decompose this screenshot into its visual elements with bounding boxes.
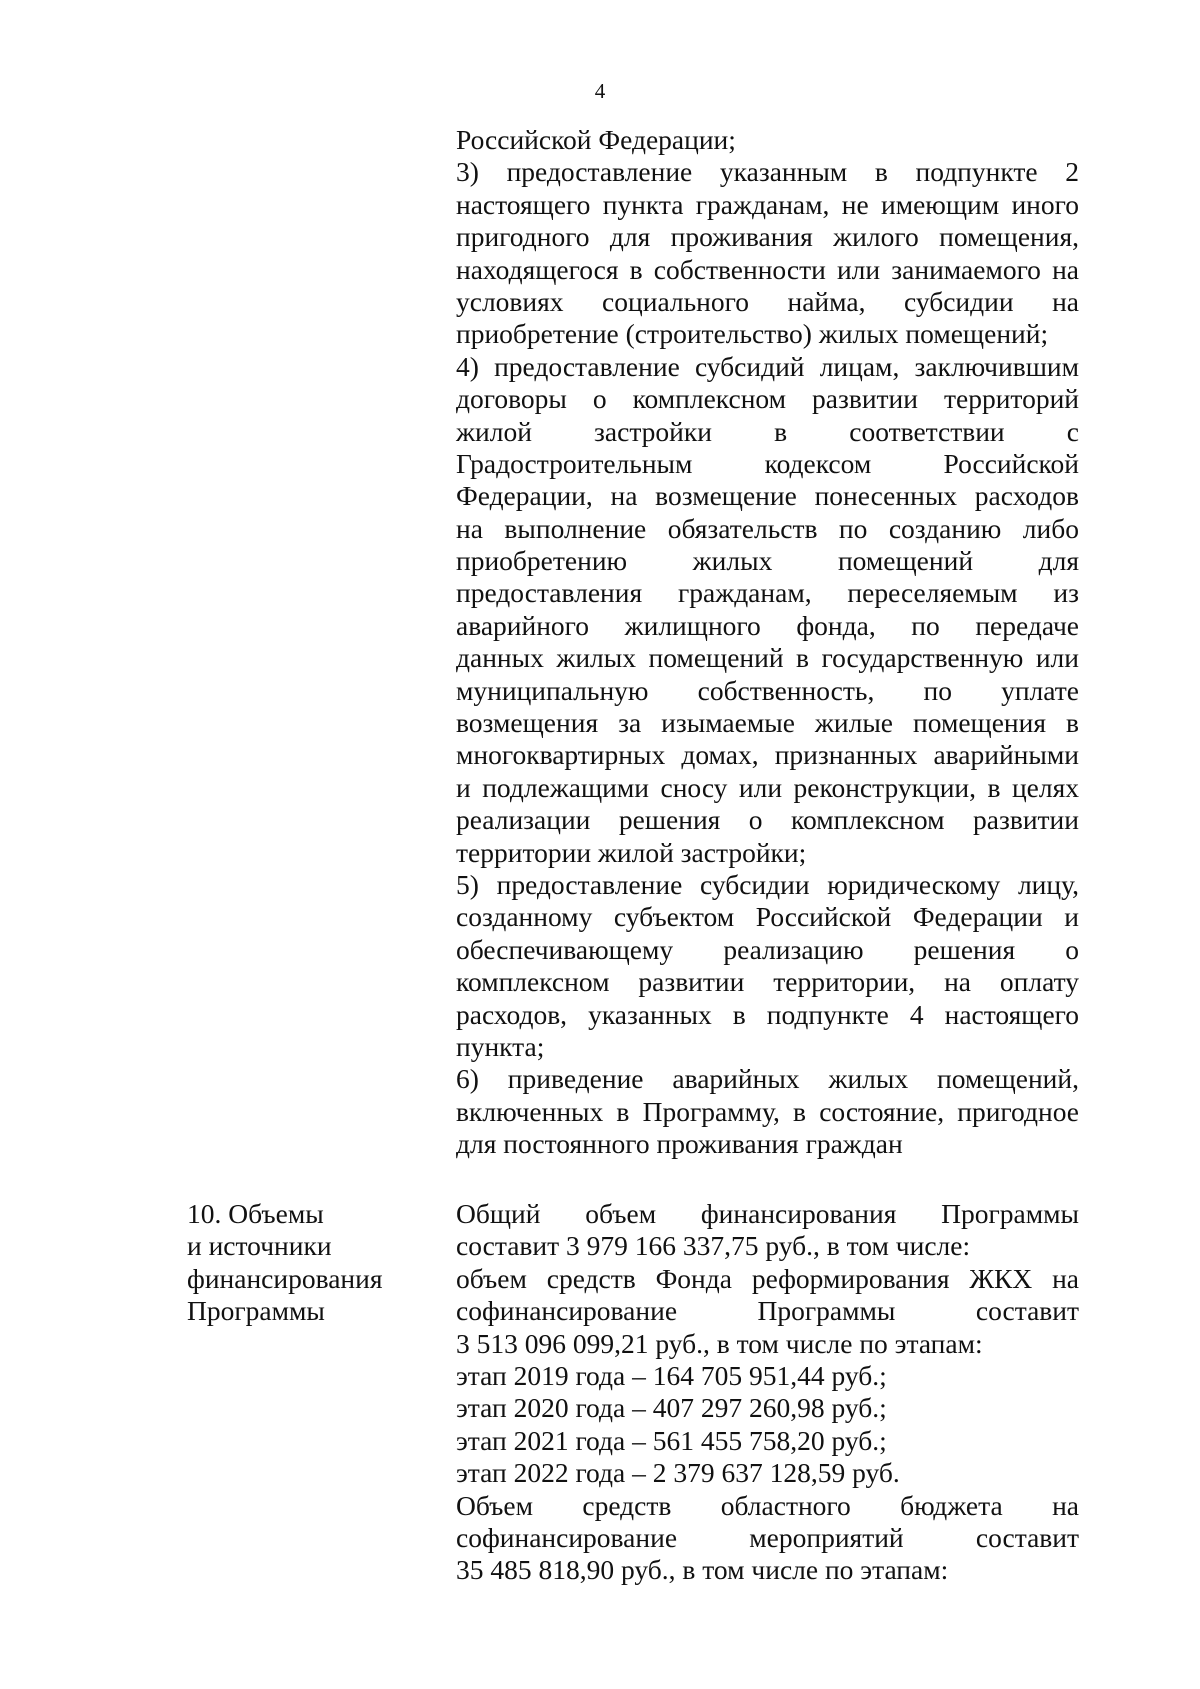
text-line: жилой застройки в соответствии с	[456, 415, 1079, 447]
text-line: 6) приведение аварийных жилых помещений,	[456, 1063, 1079, 1095]
financing-text-line: этап 2022 года – 2 379 637 128,59 руб.	[456, 1457, 900, 1489]
text-line: находящегося в собственности или занимаемого на	[456, 253, 1079, 285]
text-line: настоящего пункта гражданам, не имеющим иного	[456, 188, 1079, 220]
text-line: данных жилых помещений в государственную или	[456, 642, 1079, 674]
text-line: приобретение (строительство) жилых помещений;	[456, 318, 1049, 350]
text-line: приобретению жилых помещений для	[456, 545, 1079, 577]
section-10-label	[187, 1198, 427, 1328]
text-line: договоры о комплексном развитии территорий	[456, 383, 1079, 415]
financing-text-line: Объем средств областного бюджета на	[456, 1489, 1079, 1521]
text-line: Российской Федерации;	[456, 124, 736, 155]
financing-text-line: составит 3 979 166 337,75 руб., в том числе:	[456, 1230, 971, 1262]
text-line: созданному субъектом Российской Федерации и	[456, 901, 1079, 933]
financing-text-line: 35 485 818,90 руб., в том числе по этапам:	[456, 1554, 949, 1586]
text-line: 3) предоставление указанным в подпункте 2	[456, 156, 1079, 188]
text-line: пригодного для проживания жилого помещения,	[456, 221, 1079, 253]
text-line: и подлежащими сносу или реконструкции, в целях	[456, 771, 1079, 803]
text-line: многоквартирных домах, признанных аварийными	[456, 739, 1079, 771]
text-line: включенных в Программу, в состояние, пригодное	[456, 1095, 1079, 1127]
text-line: на выполнение обязательств по созданию либо	[456, 512, 1079, 544]
text-line: реализации решения о комплексном развитии	[456, 804, 1079, 836]
financing-text-line: этап 2020 года – 407 297 260,98 руб.;	[456, 1392, 887, 1424]
section-label-line: 10. Объемы	[187, 1198, 324, 1229]
text-line: пункта;	[456, 1030, 545, 1062]
text-line: расходов, указанных в подпункте 4 настоящего	[456, 998, 1079, 1030]
financing-text-line: 3 513 096 099,21 руб., в том числе по этапам:	[456, 1327, 983, 1359]
section-10-financing-text	[456, 1198, 1079, 1587]
text-line: аварийного жилищного фонда, по передаче	[456, 609, 1079, 641]
section-label-line: финансирования	[187, 1262, 383, 1294]
financing-text-line: Общий объем финансирования Программы	[456, 1198, 1079, 1229]
text-line: предоставления гражданам, переселяемым из	[456, 577, 1079, 609]
text-line: 5) предоставление субсидии юридическому лицу,	[456, 868, 1079, 900]
program-tasks-continuation	[456, 124, 1079, 1161]
text-line: Федерации, на возмещение понесенных расходов	[456, 480, 1079, 512]
section-label-line: и источники	[187, 1230, 332, 1262]
text-line: Градостроительным кодексом Российской	[456, 447, 1079, 479]
text-line: условиях социального найма, субсидии на	[456, 285, 1079, 317]
page-number: 4	[594, 79, 606, 103]
text-line: территории жилой застройки;	[456, 836, 807, 868]
text-line: обеспечивающему реализацию решения о	[456, 933, 1079, 965]
text-line: муниципальную собственность, по уплате	[456, 674, 1079, 706]
financing-text-line: софинансирование мероприятий составит	[456, 1521, 1079, 1553]
text-line: возмещения за изымаемые жилые помещения в	[456, 707, 1079, 739]
financing-text-line: софинансирование Программы составит	[456, 1295, 1079, 1327]
financing-text-line: этап 2021 года – 561 455 758,20 руб.;	[456, 1424, 887, 1456]
text-line: для постоянного проживания граждан	[456, 1128, 903, 1160]
text-line: комплексном развитии территории, на оплату	[456, 966, 1079, 998]
text-line: 4) предоставление субсидий лицам, заключившим	[456, 350, 1079, 382]
financing-text-line: этап 2019 года – 164 705 951,44 руб.;	[456, 1359, 887, 1391]
section-label-line: Программы	[187, 1295, 325, 1327]
financing-text-line: объем средств Фонда реформирования ЖКХ на	[456, 1262, 1079, 1294]
